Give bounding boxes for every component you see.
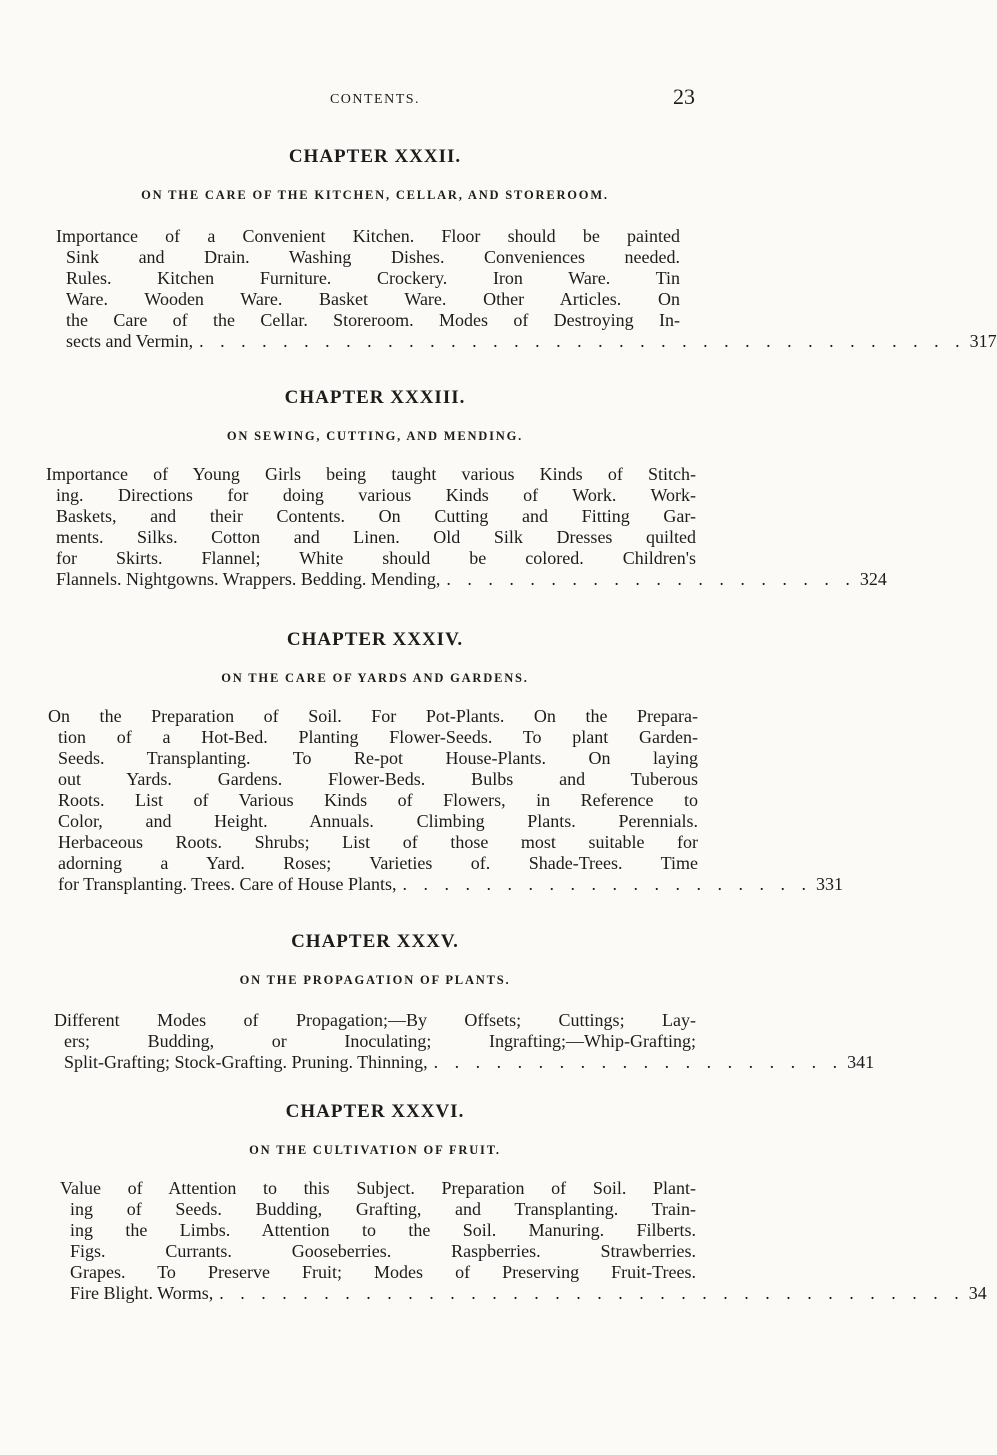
chapter-32-entry xyxy=(56,226,997,352)
chapter-34 xyxy=(0,628,750,686)
entry-line: sects and Vermin, xyxy=(66,331,194,351)
page-number: 23 xyxy=(673,84,695,109)
running-head xyxy=(0,84,750,112)
entry-page-number: 341 xyxy=(847,1052,875,1072)
entry-line: Flannels. Nightgowns. Wrappers. Bedding. Mending, xyxy=(56,569,441,589)
entry-last-line xyxy=(66,331,997,352)
entry-line: ing. Directions for doing various Kinds of Work. Work- xyxy=(56,485,696,505)
entry-line: for Transplanting. Trees. Care of House Plants, xyxy=(58,874,397,894)
chapter-35-entry xyxy=(54,1010,875,1073)
entry-line: Sink and Drain. Washing Dishes. Conveniences needed. xyxy=(66,247,680,267)
entry-line: Ware. Wooden Ware. Basket Ware. Other Articles. On xyxy=(66,289,680,309)
entry-line: On the Preparation of Soil. For Pot-Plants. On the Prepara- xyxy=(48,706,698,726)
entry-line: tion of a Hot-Bed. Planting Flower-Seeds. To plant Garden- xyxy=(58,727,698,747)
entry-line: Roots. List of Various Kinds of Flowers, in Reference to xyxy=(58,790,698,810)
entry-line: Color, and Height. Annuals. Climbing Plants. Perennials. xyxy=(58,811,698,831)
running-title: CONTENTS. xyxy=(329,92,421,107)
entry-page-number: 34 xyxy=(968,1283,987,1303)
entry-line: out Yards. Gardens. Flower-Beds. Bulbs and Tuberous xyxy=(58,769,698,789)
entry-line: Rules. Kitchen Furniture. Crockery. Iron Ware. Tin xyxy=(66,268,680,288)
chapter-33-entry xyxy=(46,464,887,590)
entry-line: Different Modes of Propagation;—By Offsets; Cuttings; Lay- xyxy=(54,1010,696,1030)
chapter-34-entry xyxy=(48,706,843,895)
entry-last-line xyxy=(58,874,843,895)
entry-line: Figs. Currants. Gooseberries. Raspberries. Strawberries. xyxy=(70,1241,696,1261)
chapter-subtitle: ON THE PROPAGATION OF PLANTS. xyxy=(239,973,511,987)
chapter-33 xyxy=(0,386,750,444)
entry-line: Fire Blight. Worms, xyxy=(70,1283,214,1303)
entry-line: Value of Attention to this Subject. Preparation of Soil. Plant- xyxy=(60,1178,696,1198)
dot-leader: . . . . . . . . . . . . . . . . . . . . xyxy=(446,569,856,589)
entry-line: ers; Budding, or Inoculating; Ingrafting;—Whip-Grafting; xyxy=(64,1031,696,1051)
chapter-heading: CHAPTER XXXVI. xyxy=(285,1101,465,1122)
chapter-subtitle: ON SEWING, CUTTING, AND MENDING. xyxy=(226,429,524,443)
entry-page-number: 324 xyxy=(859,569,887,589)
chapter-36-entry xyxy=(60,1178,987,1304)
entry-line: Importance of a Convenient Kitchen. Floor should be painted xyxy=(56,226,680,246)
entry-line: ments. Silks. Cotton and Linen. Old Silk Dresses quilted xyxy=(56,527,696,547)
chapter-heading: CHAPTER XXXIII. xyxy=(284,387,466,408)
dot-leader: . . . . . . . . . . . . . . . . . . . . . . . . . . . . . . . . . . . . xyxy=(219,1283,965,1303)
entry-line: for Skirts. Flannel; White should be colored. Children's xyxy=(56,548,696,568)
chapter-heading: CHAPTER XXXIV. xyxy=(286,629,464,650)
entry-line: Baskets, and their Contents. On Cutting and Fitting Gar- xyxy=(56,506,696,526)
entry-line: adorning a Yard. Roses; Varieties of. Shade-Trees. Time xyxy=(58,853,698,873)
chapter-subtitle: ON THE CARE OF THE KITCHEN, CELLAR, AND STOREROOM. xyxy=(141,188,609,202)
entry-line: the Care of the Cellar. Storeroom. Modes of Destroying In- xyxy=(66,310,680,330)
entry-line: Herbaceous Roots. Shrubs; List of those most suitable for xyxy=(58,832,698,852)
chapter-32 xyxy=(0,145,750,203)
entry-last-line xyxy=(56,569,887,590)
entry-line: Importance of Young Girls being taught various Kinds of Stitch- xyxy=(46,464,696,484)
chapter-subtitle: ON THE CARE OF YARDS AND GARDENS. xyxy=(221,671,529,685)
dot-leader: . . . . . . . . . . . . . . . . . . . . xyxy=(402,874,812,894)
entry-line: ing of Seeds. Budding, Grafting, and Transplanting. Train- xyxy=(70,1199,696,1219)
chapter-subtitle: ON THE CULTIVATION OF FRUIT. xyxy=(249,1143,501,1157)
entry-line: Grapes. To Preserve Fruit; Modes of Preserving Fruit-Trees. xyxy=(70,1262,696,1282)
entry-last-line xyxy=(64,1052,875,1073)
dot-leader: . . . . . . . . . . . . . . . . . . . . . . . . . . . . . . . . . . . . . xyxy=(199,331,966,351)
chapter-36 xyxy=(0,1100,750,1158)
chapter-heading: CHAPTER XXXV. xyxy=(291,931,459,952)
chapter-heading: CHAPTER XXXII. xyxy=(288,146,462,167)
dot-leader: . . . . . . . . . . . . . . . . . . . . xyxy=(433,1052,844,1072)
entry-page-number: 331 xyxy=(816,874,843,894)
entry-line: Split-Grafting; Stock-Grafting. Pruning. Thinning, xyxy=(64,1052,428,1072)
entry-line: Seeds. Transplanting. To Re-pot House-Plants. On laying xyxy=(58,748,698,768)
chapter-35 xyxy=(0,930,750,988)
entry-line: ing the Limbs. Attention to the Soil. Manuring. Filberts. xyxy=(70,1220,696,1240)
entry-last-line xyxy=(70,1283,987,1304)
entry-page-number: 317 xyxy=(969,331,997,351)
